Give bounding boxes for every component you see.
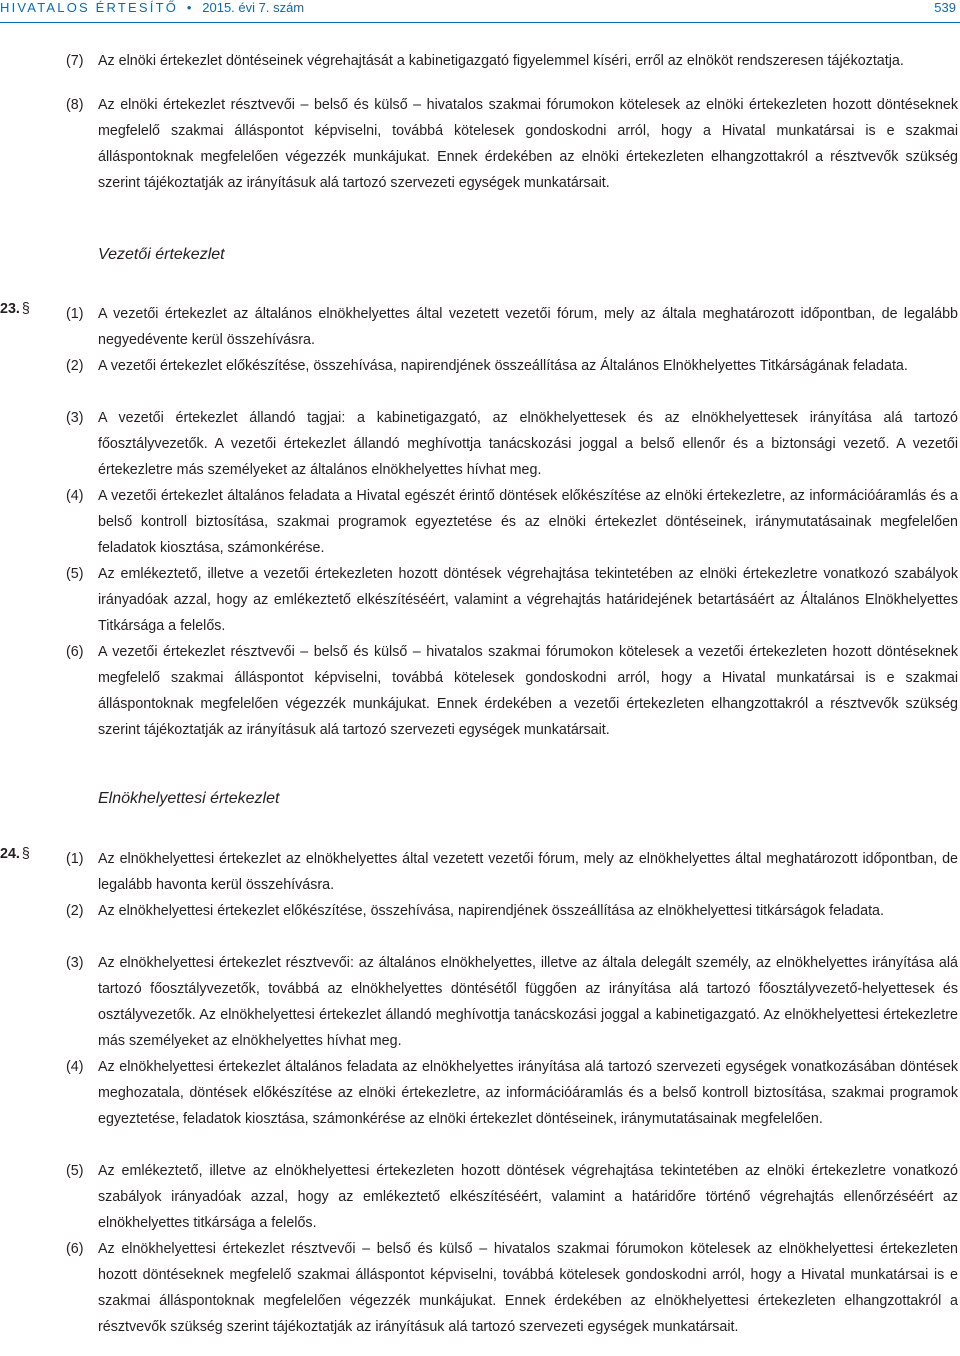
paragraph-number: (3) (66, 955, 84, 971)
paragraph-number: (1) (66, 306, 84, 322)
paragraph-text: A vezetői értekezlet résztvevői – belső és külső – hivatalos szakmai fórumokon kötelesek a vezetői értekezleten hozott döntéseknek megfelelő szakmai álláspontot képviselni, továbbá kötelesek gondoskodni arról, hogy a Hivatal munkatársai is e szakmai álláspontoknak megfelelően végezzék munkájukat. Ennek érdekében a vezetői értekezleten elhangzottakról a résztvevők szükség szerint tájékoztatják az irányításuk alá tartozó szervezeti egységek munkatársait. (98, 644, 958, 739)
section-symbol: § (21, 301, 30, 317)
paragraph-number: (4) (66, 1059, 84, 1075)
running-header (0, 0, 304, 15)
paragraph-number: (8) (66, 97, 84, 113)
paragraph-23-2 (66, 353, 958, 379)
paragraph-text: Az emlékeztető, illetve a vezetői értekezleten hozott döntések végrehajtása tekintetében az elnöki értekezletre vonatkozó szabályok irányadóak azzal, hogy az emlékeztető elkészítéséért, valamint a végrehajtás határidejének betartásáért az Általános Elnökhelyettes Titkársága a felelős. (98, 566, 958, 635)
paragraph-24-6 (66, 1236, 958, 1340)
paragraph-number: (2) (66, 358, 84, 374)
section-symbol: § (21, 846, 30, 862)
paragraph-22-7 (66, 48, 958, 74)
paragraph-24-1 (66, 846, 958, 898)
paragraph-text: Az elnökhelyettesi értekezlet résztvevői: az általános elnökhelyettes, illetve az általa delegált személy, az elnökhelyettes irányítása alá tartozó főosztályvezetők, továbbá az elnökhelyettes döntésétől függően az irányítása alá tartozó főosztályvezető-helyettesek és osztályvezetők. Az elnökhelyettesi értekezlet állandó meghívottja tanácskozási joggal a kabinetigazgató. Az elnökhelyettesi értekezletre más személyeket az elnökhelyettes hívhat meg. (98, 955, 958, 1050)
paragraph-23-5 (66, 561, 958, 639)
paragraph-22-8 (66, 92, 958, 196)
section-number: 24. (0, 846, 20, 862)
section-heading-elnokhelyettesi: Elnökhelyettesi értekezlet (98, 790, 280, 807)
paragraph-text: A vezetői értekezlet előkészítése, összehívása, napirendjének összeállítása az Általános Elnökhelyettes Titkárságának feladata. (98, 358, 908, 374)
paragraph-24-2 (66, 898, 958, 924)
section-heading-vezetoi: Vezetői értekezlet (98, 246, 225, 263)
paragraph-text: Az elnökhelyettesi értekezlet az elnökhelyettes által vezetett vezetői fórum, mely az elnökhelyettes által meghatározott időpontban, de legalább havonta kerül összehívásra. (98, 851, 958, 894)
paragraph-text: A vezetői értekezlet az általános elnökhelyettes által vezetett vezetői fórum, mely az általa meghatározott időpontban, de legalább negyedévente kerül összehívásra. (98, 306, 958, 349)
paragraph-number: (5) (66, 566, 84, 582)
paragraph-text: A vezetői értekezlet állandó tagjai: a kabinetigazgató, az elnökhelyettesek és az elnökhelyettesek irányítása alá tartozó főosztályvezetők. A vezetői értekezlet állandó meghívottja tanácskozási joggal a belső ellenőr és a biztonsági vezető. A vezetői értekezletre más személyeket az általános elnökhelyettes hívhat meg. (98, 410, 958, 479)
journal-title: HIVATALOS ÉRTESÍTŐ (0, 0, 179, 15)
paragraph-23-1 (66, 301, 958, 353)
paragraph-23-3 (66, 405, 958, 483)
section-number-24 (0, 846, 30, 862)
paragraph-text: Az elnökhelyettesi értekezlet előkészítése, összehívása, napirendjének összeállítása az elnökhelyettesi titkárságok feladata. (98, 903, 884, 919)
paragraph-text: A vezetői értekezlet általános feladata a Hivatal egészét érintő döntések előkészítése az elnöki értekezletre, az információáramlás és a belső kontroll biztosítása, szakmai programok egyeztetése és az elnöki értekezlet döntéseinek, iránymutatásainak megfelelően feladatok kiosztása, számonkérése. (98, 488, 958, 557)
paragraph-number: (7) (66, 53, 84, 69)
paragraph-number: (2) (66, 903, 84, 919)
page-header (0, 0, 960, 20)
page-number: 539 (934, 0, 956, 15)
paragraph-23-4 (66, 483, 958, 561)
paragraph-23-6 (66, 639, 958, 743)
paragraph-text: Az elnöki értekezlet résztvevői – belső és külső – hivatalos szakmai fórumokon kötelesek az elnöki értekezleten hozott döntéseknek megfelelő szakmai álláspontot képviselni, továbbá kötelesek gondoskodni arról, hogy a Hivatal munkatársai is e szakmai álláspontoknak megfelelően végezzék munkájukat. Ennek érdekében az elnöki értekezleten elhangzottakról a résztvevők szükség szerint tájékoztatják az irányításuk alá tartozó szervezeti egységek munkatársait. (98, 97, 958, 192)
header-bullet: • (186, 0, 192, 15)
paragraph-number: (4) (66, 488, 84, 504)
paragraph-text: Az elnökhelyettesi értekezlet résztvevői – belső és külső – hivatalos szakmai fórumokon kötelesek az elnökhelyettesi értekezleten hozott döntéseknek megfelelő szakmai álláspontot képviselni, továbbá kötelesek gondoskodni arról, hogy a Hivatal munkatársai is e szakmai álláspontoknak megfelelően végezzék munkájukat. Ennek érdekében az elnökhelyettesi értekezleten elhangzottakról a résztvevők szükség szerint tájékoztatják az irányításuk alá tartozó szervezeti egységek munkatársait. (98, 1241, 958, 1336)
paragraph-number: (5) (66, 1163, 84, 1179)
paragraph-text: Az elnökhelyettesi értekezlet általános feladata az elnökhelyettes irányítása alá tartozó szervezeti egységek vonatkozásában döntések meghozatala, döntések előkészítése az elnöki értekezletre, az információáramlás és a belső kontroll biztosítása, szakmai programok egyeztetése, feladatok kiosztása, számonkérése az elnöki értekezlet döntéseinek, iránymutatásainak megfelelően. (98, 1059, 958, 1128)
paragraph-number: (1) (66, 851, 84, 867)
issue-number: 2015. évi 7. szám (202, 0, 305, 15)
paragraph-number: (3) (66, 410, 84, 426)
paragraph-24-3 (66, 950, 958, 1054)
paragraph-text: Az elnöki értekezlet döntéseinek végrehajtását a kabinetigazgató figyelemmel kíséri, erről az elnököt rendszeresen tájékoztatja. (98, 53, 904, 69)
paragraph-text: Az emlékeztető, illetve az elnökhelyettesi értekezleten hozott döntések végrehajtása tekintetében az elnöki értekezletre vonatkozó szabályok irányadóak azzal, hogy az emlékeztető elkészítéséért, valamint a határidőre történő végrehajtás ellenőrzéséért az elnökhelyettes titkársága a felelős. (98, 1163, 958, 1232)
paragraph-24-4 (66, 1054, 958, 1132)
section-number: 23. (0, 301, 20, 317)
header-rule (0, 22, 960, 23)
paragraph-24-5 (66, 1158, 958, 1236)
section-number-23 (0, 301, 30, 317)
paragraph-number: (6) (66, 644, 84, 660)
paragraph-number: (6) (66, 1241, 84, 1257)
